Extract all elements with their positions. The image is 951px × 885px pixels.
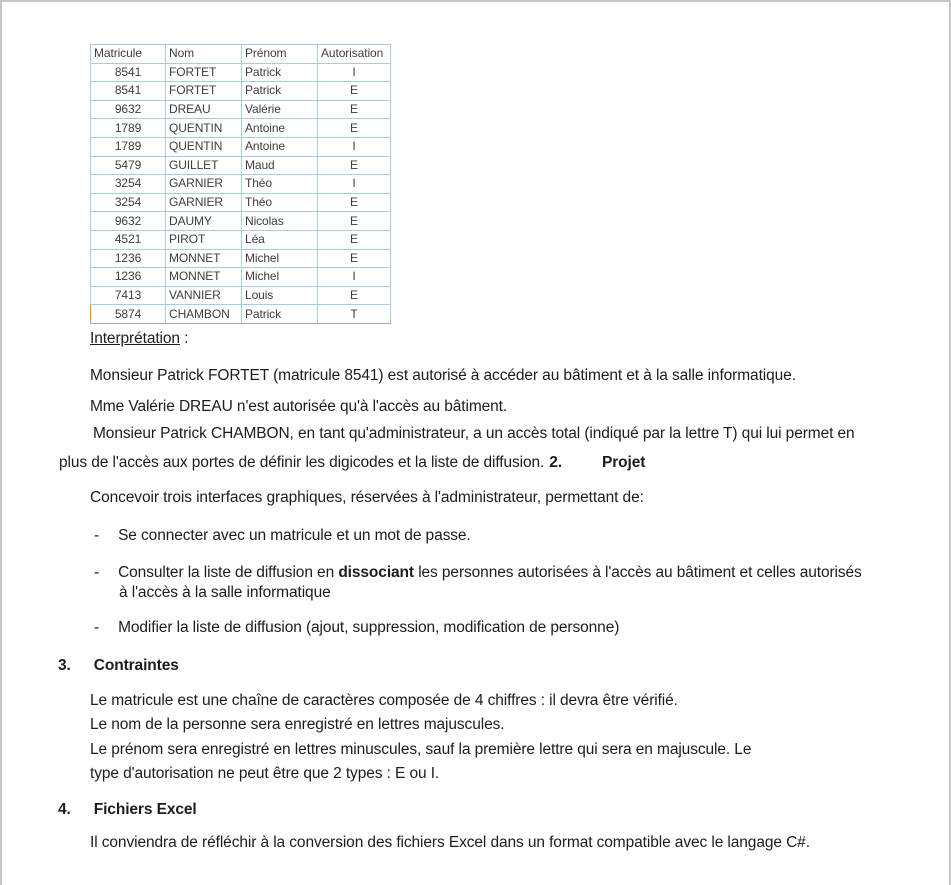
table-row — [91, 230, 391, 249]
cell-matricule: 8541 — [91, 63, 166, 82]
cell-nom: PIROT — [166, 230, 242, 249]
cell-nom: DAUMY — [166, 212, 242, 231]
cell-nom: FORTET — [166, 82, 242, 101]
cell-prenom: Antoine — [242, 119, 318, 138]
bullet-text: Se connecter avec un matricule et un mot de passe. — [118, 527, 471, 544]
cell-nom: DREAU — [166, 100, 242, 119]
cell-autorisation: I — [318, 137, 391, 156]
interpretation-title-suffix: : — [179, 330, 189, 347]
section-2-intro: Concevoir trois interfaces graphiques, réservées à l'administrateur, permettant de: — [90, 489, 644, 506]
section-2-number: 2. — [549, 454, 562, 471]
section-4-title: Fichiers Excel — [93, 801, 197, 818]
cell-matricule: 5479 — [91, 156, 166, 175]
cell-prenom: Valérie — [242, 100, 318, 119]
cell-autorisation: E — [318, 100, 391, 119]
section-4-line-1: Il conviendra de réfléchir à la conversion des fichiers Excel dans un format compatible avec le langage C#. — [90, 834, 810, 851]
bullet-marker: - — [94, 564, 100, 581]
cell-matricule: 7413 — [91, 286, 166, 305]
cell-nom: GARNIER — [166, 193, 242, 212]
cell-nom: QUENTIN — [166, 137, 242, 156]
section-3-line-1: Le matricule est une chaîne de caractères composée de 4 chiffres : il devra être vérifié. — [90, 692, 678, 709]
cell-prenom: Michel — [242, 249, 318, 268]
cell-nom: VANNIER — [166, 286, 242, 305]
section-3-line-2: Le nom de la personne sera enregistré en lettres majuscules. — [90, 716, 505, 733]
interpretation-heading — [90, 329, 188, 349]
section-3-line-4: type d'autorisation ne peut être que 2 types : E ou I. — [90, 765, 440, 782]
interpretation-paragraph-2: Mme Valérie DREAU n'est autorisée qu'à l'accès au bâtiment. — [90, 398, 508, 415]
section-2-title: Projet — [601, 454, 646, 471]
cell-autorisation: E — [318, 156, 391, 175]
bullet-item-2-line-2: à l'accès à la salle informatique — [119, 584, 331, 601]
interpretation-paragraph-1: Monsieur Patrick FORTET (matricule 8541) est autorisé à accéder au bâtiment et à la salle informatique. — [90, 367, 796, 384]
cell-autorisation: I — [318, 63, 391, 82]
cell-autorisation: E — [318, 119, 391, 138]
cell-matricule: 5874 — [91, 305, 166, 324]
section-3-title: Contraintes — [93, 657, 179, 674]
bullet-text: Modifier la liste de diffusion (ajout, suppression, modification de personne) — [118, 619, 620, 636]
cell-matricule: 1236 — [91, 268, 166, 287]
table-row — [91, 193, 391, 212]
cell-autorisation: I — [318, 175, 391, 194]
cell-nom: QUENTIN — [166, 119, 242, 138]
table-row — [91, 212, 391, 231]
bullet-text-post: les personnes autorisées à l'accès au bâtiment et celles autorisés — [413, 564, 862, 581]
section-3-number: 3. — [58, 657, 71, 674]
bullet-item-3 — [94, 618, 619, 638]
cell-matricule: 9632 — [91, 212, 166, 231]
cell-autorisation: E — [318, 286, 391, 305]
cell-nom: CHAMBON — [166, 305, 242, 324]
bullet-marker: - — [94, 619, 100, 636]
cell-matricule: 1789 — [91, 119, 166, 138]
header-autorisation: Autorisation — [318, 45, 391, 64]
cell-matricule: 4521 — [91, 230, 166, 249]
cell-autorisation: E — [318, 82, 391, 101]
section-3-heading — [58, 656, 179, 676]
cell-prenom: Patrick — [242, 82, 318, 101]
header-nom: Nom — [166, 45, 242, 64]
cell-prenom: Théo — [242, 193, 318, 212]
cell-nom: GUILLET — [166, 156, 242, 175]
table-row — [91, 119, 391, 138]
cell-nom: FORTET — [166, 63, 242, 82]
cell-prenom: Patrick — [242, 305, 318, 324]
header-prenom: Prénom — [242, 45, 318, 64]
cell-autorisation: E — [318, 193, 391, 212]
bullet-item-1 — [94, 526, 471, 546]
interpretation-paragraph-3-text: plus de l'accès aux portes de définir les digicodes et la liste de diffusion. — [59, 454, 545, 471]
cell-matricule: 9632 — [91, 100, 166, 119]
cell-autorisation: E — [318, 249, 391, 268]
table-row — [91, 63, 391, 82]
header-matricule: Matricule — [91, 45, 166, 64]
section-4-heading — [58, 800, 197, 820]
cell-matricule: 1789 — [91, 137, 166, 156]
table-header-row — [91, 45, 391, 64]
table-row — [91, 305, 391, 324]
cell-autorisation: E — [318, 212, 391, 231]
table-row — [91, 175, 391, 194]
cell-matricule: 8541 — [91, 82, 166, 101]
cell-nom: GARNIER — [166, 175, 242, 194]
cell-prenom: Louis — [242, 286, 318, 305]
table-row — [91, 286, 391, 305]
cell-autorisation: I — [318, 268, 391, 287]
cell-nom: MONNET — [166, 268, 242, 287]
cell-matricule: 3254 — [91, 193, 166, 212]
bullet-text-pre: Consulter la liste de diffusion en — [118, 564, 339, 581]
cell-prenom: Antoine — [242, 137, 318, 156]
interpretation-paragraph-3-continued — [59, 453, 645, 473]
cell-autorisation: E — [318, 230, 391, 249]
table-row — [91, 268, 391, 287]
section-3-line-3: Le prénom sera enregistré en lettres minuscules, sauf la première lettre qui sera en majuscule. Le — [90, 741, 752, 758]
cell-prenom: Léa — [242, 230, 318, 249]
interpretation-paragraph-3: Monsieur Patrick CHAMBON, en tant qu'administrateur, a un accès total (indiqué par la lettre T) qui lui permet en — [93, 425, 855, 442]
section-4-number: 4. — [58, 801, 71, 818]
cell-prenom: Michel — [242, 268, 318, 287]
table-row — [91, 137, 391, 156]
table-row — [91, 156, 391, 175]
cell-prenom: Théo — [242, 175, 318, 194]
bullet-marker: - — [94, 527, 100, 544]
interpretation-title: Interprétation — [90, 330, 180, 347]
cell-autorisation: T — [318, 305, 391, 324]
cell-matricule: 1236 — [91, 249, 166, 268]
table-row — [91, 82, 391, 101]
bullet-text-bold: dissociant — [338, 564, 414, 581]
table-row — [91, 249, 391, 268]
cell-prenom: Patrick — [242, 63, 318, 82]
cell-prenom: Nicolas — [242, 212, 318, 231]
table-row — [91, 100, 391, 119]
bullet-item-2 — [94, 563, 862, 583]
cell-prenom: Maud — [242, 156, 318, 175]
cell-matricule: 3254 — [91, 175, 166, 194]
cell-nom: MONNET — [166, 249, 242, 268]
authorization-table — [90, 44, 391, 324]
